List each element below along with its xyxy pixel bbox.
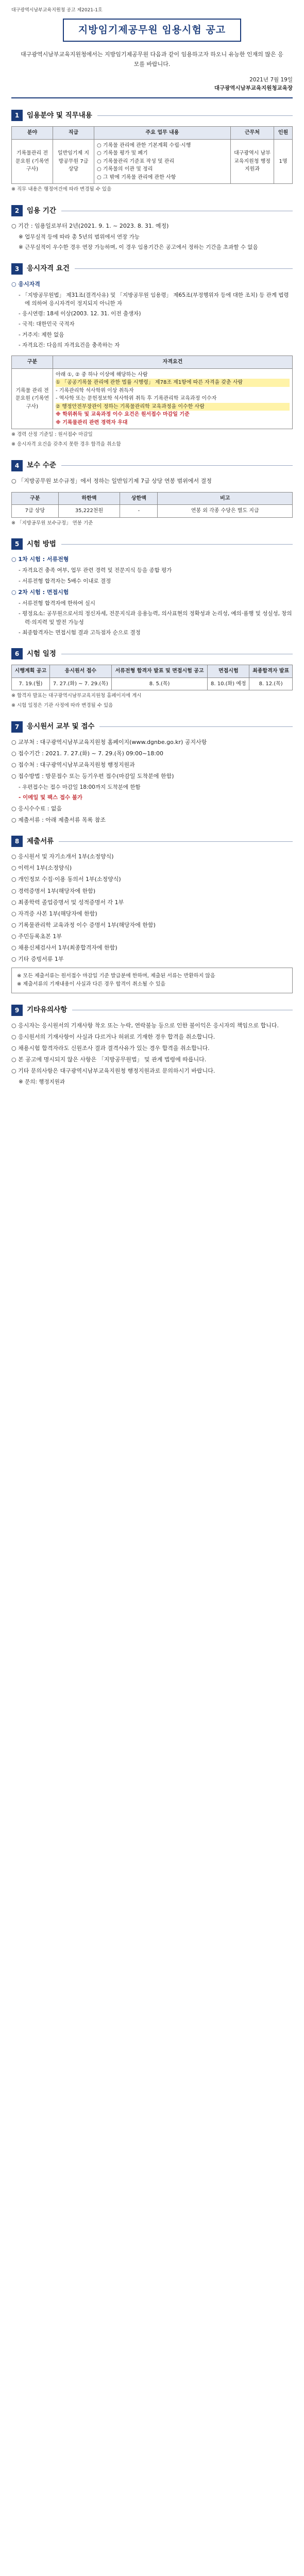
section-other-notes	[11, 1005, 293, 1087]
section-number: 1	[11, 110, 23, 121]
document-item: ○ 채용신체검사서 1부(최종합격자에 한함)	[11, 944, 117, 951]
page-title: 지방임기제공무원 임용시험 공고	[63, 19, 241, 42]
section-rule	[97, 115, 293, 116]
cell-requirements	[53, 368, 293, 429]
exam-stage: ○ 2차 시험 : 면접시험	[11, 589, 69, 596]
intro-text: 대구광역시남부교육지원청에서는 지방임기제공무원 다음과 같이 임용하고자 하오니 유능한 인재의 많은 응모를 바랍니다.	[21, 51, 283, 68]
col-requirements: 자격요건	[53, 356, 293, 369]
section-salary	[11, 460, 293, 528]
positions-table	[11, 126, 293, 184]
section-term	[11, 205, 293, 252]
cell-document-result: 8. 5.(목)	[111, 677, 207, 690]
cell-duties: ○ 기록물 관리에 관한 기본계획 수립·시행 ○ 기록물 평가 및 폐기 ○ 기록물관리 기준표 작성 및 관리 ○ 기록물의 이관 및 정리 ○ 그 밖에 기록물 관리에 관한 사항	[94, 139, 231, 184]
table-row	[12, 368, 293, 429]
cell-grade: 일반임기제 지방공무원 7급 상당	[53, 139, 94, 184]
section-header	[11, 1005, 293, 1016]
cell-category: 기록물 관리 전문요원 (기록연구사)	[12, 368, 53, 429]
document-item: ○ 개인정보 수집·이용 동의서 1부(소정양식)	[11, 876, 121, 883]
section-number: 4	[11, 460, 23, 471]
requirement-line: 아래 ①, ② 중 하나 이상에 해당하는 사람	[56, 371, 148, 378]
section-number: 7	[11, 721, 23, 733]
qualification-line: - 거주지: 제한 없음	[19, 331, 64, 338]
application-line: ○ 제출서류 : 아래 제출서류 목록 참조	[11, 817, 106, 824]
note-item: ○ 본 공고에 명시되지 않은 사항은 「지방공무원법」 및 관계 법령에 따릅니다.	[11, 1056, 207, 1063]
title-wrapper	[11, 19, 293, 42]
col-interview: 면접시험	[208, 665, 249, 678]
table-row	[12, 139, 293, 184]
issuing-agency: 대구광역시남부교육지원청교육장	[214, 85, 293, 92]
document-item: ○ 응시원서 및 자기소개서 1부(소정양식)	[11, 853, 114, 860]
section-note: ※ 시험 일정은 기관 사정에 따라 변경될 수 있음	[11, 702, 113, 708]
section-note: ※ 합격자 발표는 대구광역시남부교육지원청 홈페이지에 게시	[11, 693, 142, 699]
cell-application: 7. 27.(화) ~ 7. 29.(목)	[49, 677, 111, 690]
section-header	[11, 110, 293, 121]
section-note: ※ 경력 산정 기준일 : 원서접수 마감일	[11, 432, 93, 438]
section-title: 기타유의사항	[27, 1006, 67, 1014]
requirement-line: ※ 학위취득 및 교육과정 이수 요건은 원서접수 마감일 기준	[56, 412, 190, 418]
section-number: 8	[11, 836, 23, 847]
announcement-page	[0, 0, 304, 1104]
document-item: ○ 이력서 1부(소정양식)	[11, 865, 72, 872]
note-item: ○ 응시원서의 기재사항이 사실과 다르거나 허위로 기재한 경우 합격을 취소합니다.	[11, 1033, 215, 1040]
col-final: 최종합격자 발표	[249, 665, 293, 678]
section-application	[11, 721, 293, 825]
exam-detail: - 자격요건 충족 여부, 업무 관련 경력 및 전문지식 등을 종합 평가	[19, 567, 172, 574]
exam-detail: - 최종합격자는 면접시험 결과 고득점자 순으로 결정	[19, 629, 141, 636]
note-item: ○ 응시자는 응시원서의 기재사항 착오 또는 누락, 연락불능 등으로 인한 불이익은 응시자의 책임으로 합니다.	[11, 1022, 279, 1029]
section-rule	[61, 465, 293, 466]
section-rule	[61, 544, 293, 545]
schedule-table	[11, 665, 293, 690]
cell-grade: 7급 상당	[12, 505, 59, 518]
contact-note: ※ 문의: 행정지원과	[19, 1079, 65, 1086]
col-announce: 시행계획 공고	[12, 665, 50, 678]
section-rule	[59, 841, 293, 842]
qualification-line: - 국적: 대한민국 국적자	[19, 321, 75, 328]
cell-remarks: 연봉 외 각종 수당은 별도 지급	[158, 505, 293, 518]
section-header	[11, 538, 293, 550]
document-item: ○ 자격증 사본 1부(해당자에 한함)	[11, 910, 97, 917]
section-qualifications	[11, 263, 293, 449]
requirement-line: - 기록관리학 석사학위 이상 취득자	[56, 387, 134, 394]
term-note: ※ 근무실적이 우수한 경우 연장 가능하며, 이 경우 임용기간은 공고에서 정하는 기간을 초과할 수 없음	[19, 244, 258, 251]
document-item: ○ 기타 증빙서류 1부	[11, 955, 64, 962]
section-header	[11, 721, 293, 733]
section-positions	[11, 110, 293, 194]
term-line: ○ 기간 : 임용일로부터 2년(2021. 9. 1. ~ 2023. 8. 31. 예정)	[11, 223, 169, 229]
section-number: 3	[11, 263, 23, 275]
cell-final: 8. 12.(목)	[249, 677, 293, 690]
application-line: ○ 접수처 : 대구광역시남부교육지원청 행정지원과	[11, 761, 135, 768]
section-title: 임용분야 및 직무내용	[27, 111, 92, 120]
table-row	[12, 505, 293, 518]
col-min: 하한액	[58, 492, 120, 505]
qualification-line: - 응시연령: 18세 이상(2003. 12. 31. 이전 출생자)	[19, 311, 141, 317]
col-category: 구분	[12, 356, 53, 369]
section-header	[11, 648, 293, 659]
requirement-line: ※ 기록물관리 관련 경력자 우대	[56, 419, 128, 426]
qualification-line: - 자격요건: 다음의 자격요건을 충족하는 자	[19, 342, 120, 348]
col-count: 인원	[274, 127, 293, 140]
section-title: 임용 기간	[27, 206, 56, 215]
col-field: 분야	[12, 127, 53, 140]
col-document-result: 서류전형 합격자 발표 및 면접시험 공고	[111, 665, 207, 678]
notice-date: 2021년 7월 19일	[249, 76, 293, 83]
requirement-line: - 역사학 또는 문헌정보학 석사학위 취득 후 기록관리학 교육과정 이수자	[56, 396, 217, 402]
section-title: 시험 방법	[27, 539, 56, 548]
cell-workplace: 대구광역시 남부교육지원청 행정지원과	[231, 139, 274, 184]
exam-detail: - 평정요소: 공무원으로서의 정신자세, 전문지식과 응용능력, 의사표현의 정확성과 논리성, 예의·품행 및 성실성, 창의력·의지력 및 발전 가능성	[19, 611, 292, 625]
requirement-line: ② 행정안전부장관이 정하는 기록물관리학 교육과정을 이수한 사람	[56, 403, 290, 411]
section-note: ※ 직무 내용은 행정여건에 따라 변경될 수 있음	[11, 187, 112, 193]
section-header	[11, 205, 293, 216]
section-number: 9	[11, 1005, 23, 1016]
section-header	[11, 836, 293, 847]
section-number: 2	[11, 205, 23, 216]
cell-min: 35,222천원	[58, 505, 120, 518]
salary-line: ○ 「지방공무원 보수규정」에서 정하는 일반임기제 7급 상당 연봉 범위에서 결정	[11, 477, 212, 484]
exam-detail: - 서류전형 합격자에 한하여 실시	[19, 600, 95, 607]
document-item: ○ 기록물관리학 교육과정 이수 증명서 1부(해당자에 한함)	[11, 921, 156, 928]
cell-field: 기록물관리 전문요원 (기록연구사)	[12, 139, 53, 184]
section-header	[11, 460, 293, 471]
cell-count: 1명	[274, 139, 293, 184]
header-divider	[11, 97, 293, 98]
col-application: 응시원서 접수	[49, 665, 111, 678]
section-title: 보수 수준	[27, 461, 56, 470]
cell-announce: 7. 19.(월)	[12, 677, 50, 690]
table-row	[12, 677, 293, 690]
qualification-heading: ○ 응시자격	[11, 280, 40, 287]
qualification-table	[11, 355, 293, 429]
section-exam-method	[11, 538, 293, 637]
col-grade: 직급	[53, 127, 94, 140]
application-line: ○ 접수방법 : 방문접수 또는 등기우편 접수(마감일 도착분에 한함)	[11, 772, 174, 779]
requirement-line: ① 「공공기록물 관리에 관한 법률 시행령」 제78조 제1항에 따른 자격을 갖춘 사람	[56, 379, 290, 387]
col-grade: 구분	[12, 492, 59, 505]
section-title: 시험 일정	[27, 649, 56, 658]
cell-interview: 8. 10.(화) 예정	[208, 677, 249, 690]
section-rule	[75, 268, 293, 269]
document-item: ○ 주민등록초본 1부	[11, 933, 62, 940]
section-note: ※ 응시자격 요건을 갖추지 못한 경우 합격을 취소함	[11, 441, 121, 447]
section-documents	[11, 836, 293, 993]
cell-max: -	[120, 505, 158, 518]
application-detail: - 이메일 및 팩스 접수 불가	[19, 794, 83, 801]
application-line: ○ 교부처 : 대구광역시남부교육지원청 홈페이지(www.dgnbe.go.kr) 공지사항	[11, 738, 207, 745]
section-title: 응시자격 요건	[27, 264, 70, 273]
col-remarks: 비고	[158, 492, 293, 505]
application-detail: - 우편접수는 접수 마감일 18:00까지 도착분에 한함	[19, 784, 141, 790]
section-schedule	[11, 648, 293, 709]
section-header	[11, 263, 293, 275]
document-item: ○ 경력증명서 1부(해당자에 한함)	[11, 887, 96, 894]
documents-notice-box: ※ 모든 제출서류는 원서접수 마감일 기준 발급분에 한하며, 제출된 서류는 반환하지 않음 ※ 제출서류의 기재내용이 사실과 다른 경우 합격이 취소될 수 있음	[11, 968, 293, 993]
section-note: ※ 「지방공무원 보수규정」 연봉 기준	[11, 520, 93, 526]
section-title: 제출서류	[27, 837, 54, 845]
section-title: 응시원서 교부 및 접수	[27, 722, 95, 731]
salary-table	[11, 492, 293, 518]
section-number: 6	[11, 648, 23, 659]
notice-reference: 대구광역시남부교육지원청 공고 제2021-1호	[11, 8, 103, 13]
qualification-line: - 「지방공무원법」 제31조(결격사유) 및 「지방공무원 임용령」 제65조(부정행위자 등에 대한 조치) 등 관계 법령에 의하여 응시자격이 정지되지 아니한 자	[19, 292, 289, 307]
note-item: ○ 채용시험 합격자라도 신원조사 결과 결격사유가 있는 경우 합격을 취소합니다.	[11, 1044, 210, 1052]
application-line: ○ 응시수수료 : 없음	[11, 805, 62, 812]
section-number: 5	[11, 538, 23, 550]
col-workplace: 근무처	[231, 127, 274, 140]
col-duties: 주요 업무 내용	[94, 127, 231, 140]
exam-stage: ○ 1차 시험 : 서류전형	[11, 556, 69, 563]
col-max: 상한액	[120, 492, 158, 505]
document-item: ○ 최종학력 졸업증명서 및 성적증명서 각 1부	[11, 899, 124, 906]
application-line: ○ 접수기간 : 2021. 7. 27.(화) ~ 7. 29.(목) 09:00~18:00	[11, 750, 163, 757]
term-note: ※ 업무실적 등에 따라 총 5년의 범위에서 연장 가능	[19, 234, 140, 241]
section-rule	[99, 726, 293, 727]
exam-detail: - 서류전형 합격자는 5배수 이내로 결정	[19, 578, 111, 584]
note-item: ○ 기타 문의사항은 대구광역시남부교육지원청 행정지원과로 문의하시기 바랍니다.	[11, 1067, 215, 1075]
